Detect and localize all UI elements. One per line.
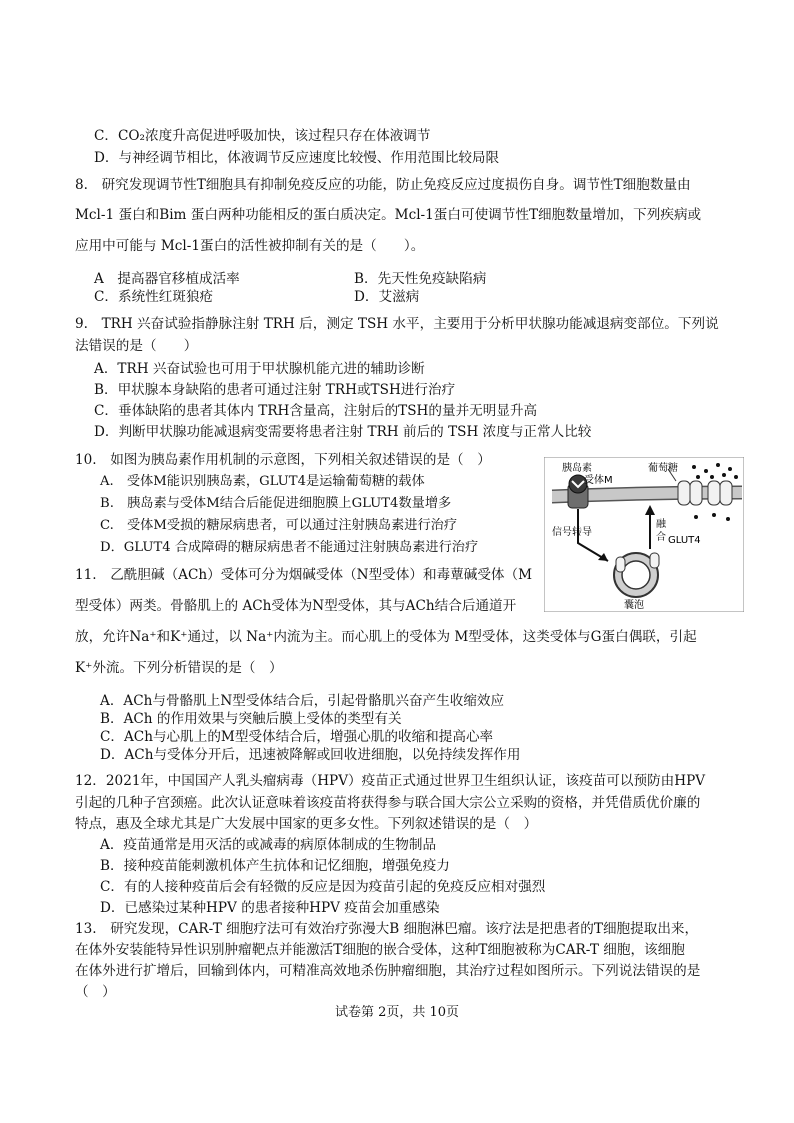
label-signal-transduction: 信号转导 [552, 527, 592, 538]
label-glucose: 葡萄糖 [648, 463, 678, 474]
q8-option-c: C．系统性红斑狼疮 [94, 289, 214, 305]
label-receptor-m: 受体M [584, 475, 613, 486]
q11-option-c: C．ACh与心肌上的M型受体结合后，增强心肌的收缩和提高心率 [100, 729, 494, 745]
q8-stem-line-2: Mcl-1 蛋白和Bim 蛋白两种功能相反的蛋白质决定。Mcl-1蛋白可使调节性T细胞数量增加，下列疾病或 [75, 207, 702, 223]
q13-stem-line-3: 在体外进行扩增后，回输到体内，可精准高效地杀伤肿瘤细胞，其治疗过程如图所示。下列说法错误的是 [75, 963, 701, 979]
q9-option-c: C．垂体缺陷的患者其体内 TRH含量高，注射后的TSH的量并无明显升高 [94, 403, 538, 419]
q12-option-d: D．已感染过某种HPV 的患者接种HPV 疫苗会加重感染 [100, 900, 440, 916]
q9-stem-line-2: 法错误的是（ ） [75, 338, 198, 354]
q8-stem-line-1: 8. 研究发现调节性T细胞具有抑制免疫反应的功能，防止免疫反应过度损伤自身。调节性T细胞数量由 [75, 177, 691, 193]
q13-stem-line-1: 13. 研究发现，CAR-T 细胞疗法可有效治疗弥漫大B 细胞淋巴瘤。该疗法是把患者的T细胞提取出来， [75, 921, 699, 937]
insulin-mechanism-diagram [544, 457, 744, 612]
q7-option-c: C．CO₂浓度升高促进呼吸加快，该过程只存在体液调节 [94, 128, 431, 144]
q10-option-a: A. 受体M能识别胰岛素，GLUT4是运输葡萄糖的载体 [100, 474, 425, 489]
q12-option-c: C．有的人接种疫苗后会有轻微的反应是因为疫苗引起的免疫反应相对强烈 [100, 879, 546, 895]
q11-option-a: A．ACh与骨骼肌上N型受体结合后，引起骨骼肌兴奋产生收缩效应 [100, 693, 505, 709]
q11-stem-line-3: 放，允许Na⁺和K⁺通过，以 Na⁺内流为主。而心肌上的受体为 M型受体，这类受体与G蛋白偶联，引起 [75, 629, 697, 645]
vesicle-icon [614, 553, 659, 597]
q9-stem-line-1: 9. TRH 兴奋试验指静脉注射 TRH 后，测定 TSH 水平，主要用于分析甲状腺功能减退病变部位。下列说 [75, 316, 719, 332]
q8-option-d: D．艾滋病 [354, 289, 420, 305]
q12-stem-line-2: 引起的几种子宫颈癌。此次认证意味着该疫苗将获得参与联合国大宗公立采购的资格，并凭借质优价廉的 [75, 795, 701, 811]
q10-option-c: C. 受体M受损的糖尿病患者，可以通过注射胰岛素进行治疗 [100, 518, 457, 533]
label-vesicle: 囊泡 [624, 600, 644, 611]
q12-stem-line-3: 特点，惠及全球尤其是广大发展中国家的更多女性。下列叙述错误的是（ ） [75, 816, 538, 832]
q9-option-b: B．甲状腺本身缺陷的患者可通过注射 TRH或TSH进行治疗 [94, 382, 456, 398]
insulin-mechanism-figure [544, 457, 744, 612]
label-glut4: GLUT4 [668, 535, 701, 546]
q7-option-d: D．与神经调节相比，体液调节反应速度比较慢、作用范围比较局限 [94, 150, 500, 166]
q13-stem-line-4: （ ） [75, 984, 116, 1000]
q9-option-d: D．判断甲状腺功能减退病变需要将患者注射 TRH 前后的 TSH 浓度与正常人比较 [94, 424, 592, 440]
q9-option-a: A．TRH 兴奋试验也可用于甲状腺机能亢进的辅助诊断 [94, 361, 425, 377]
q10-option-d: D．GLUT4 合成障碍的糖尿病患者不能通过注射胰岛素进行治疗 [100, 540, 479, 555]
q12-option-a: A．疫苗通常是用灭活的或减毒的病原体制成的生物制品 [100, 837, 437, 853]
label-fusion-2: 合 [656, 532, 666, 543]
q12-option-b: B．接种疫苗能刺激机体产生抗体和记忆细胞，增强免疫力 [100, 858, 450, 874]
q8-option-b: B．先天性免疫缺陷病 [354, 271, 487, 287]
q11-stem-line-1: 11. 乙酰胆碱（ACh）受体可分为烟碱受体（N型受体）和毒蕈碱受体（M [75, 567, 533, 583]
label-fusion-1: 融 [656, 519, 666, 530]
q11-stem-line-4: K⁺外流。下列分析错误的是（ ） [75, 660, 283, 676]
q10-option-b: B. 胰岛素与受体M结合后能促进细胞膜上GLUT4数量增多 [100, 496, 452, 511]
q8-option-a: A 提高器官移植成活率 [94, 271, 240, 287]
q11-stem-line-2: 型受体）两类。骨骼肌上的 ACh受体为N型受体，其与ACh结合后通道开 [75, 598, 517, 614]
q10-stem: 10. 如图为胰岛素作用机制的示意图，下列相关叙述错误的是（ ） [75, 452, 491, 468]
q12-stem-line-1: 12．2021年，中国国产人乳头瘤病毒（HPV）疫苗正式通过世界卫生组织认证，该疫苗可以预防由HPV [75, 773, 706, 789]
q11-option-d: D．ACh与受体分开后，迅速被降解或回收进细胞，以免持续发挥作用 [100, 747, 521, 763]
q8-stem-line-3: 应用中可能与 Mcl-1蛋白的活性被抑制有关的是（ ）。 [75, 238, 425, 254]
label-insulin: 胰岛素 [562, 463, 592, 474]
page-footer: 试卷第 2页，共 10页 [334, 1005, 460, 1020]
q11-option-b: B．ACh 的作用效果与突触后膜上受体的类型有关 [100, 711, 402, 727]
q13-stem-line-2: 在体外安装能特异性识别肿瘤靶点并能激活T细胞的嵌合受体，这种T细胞被称为CAR-T 细胞，该细胞 [75, 942, 685, 958]
